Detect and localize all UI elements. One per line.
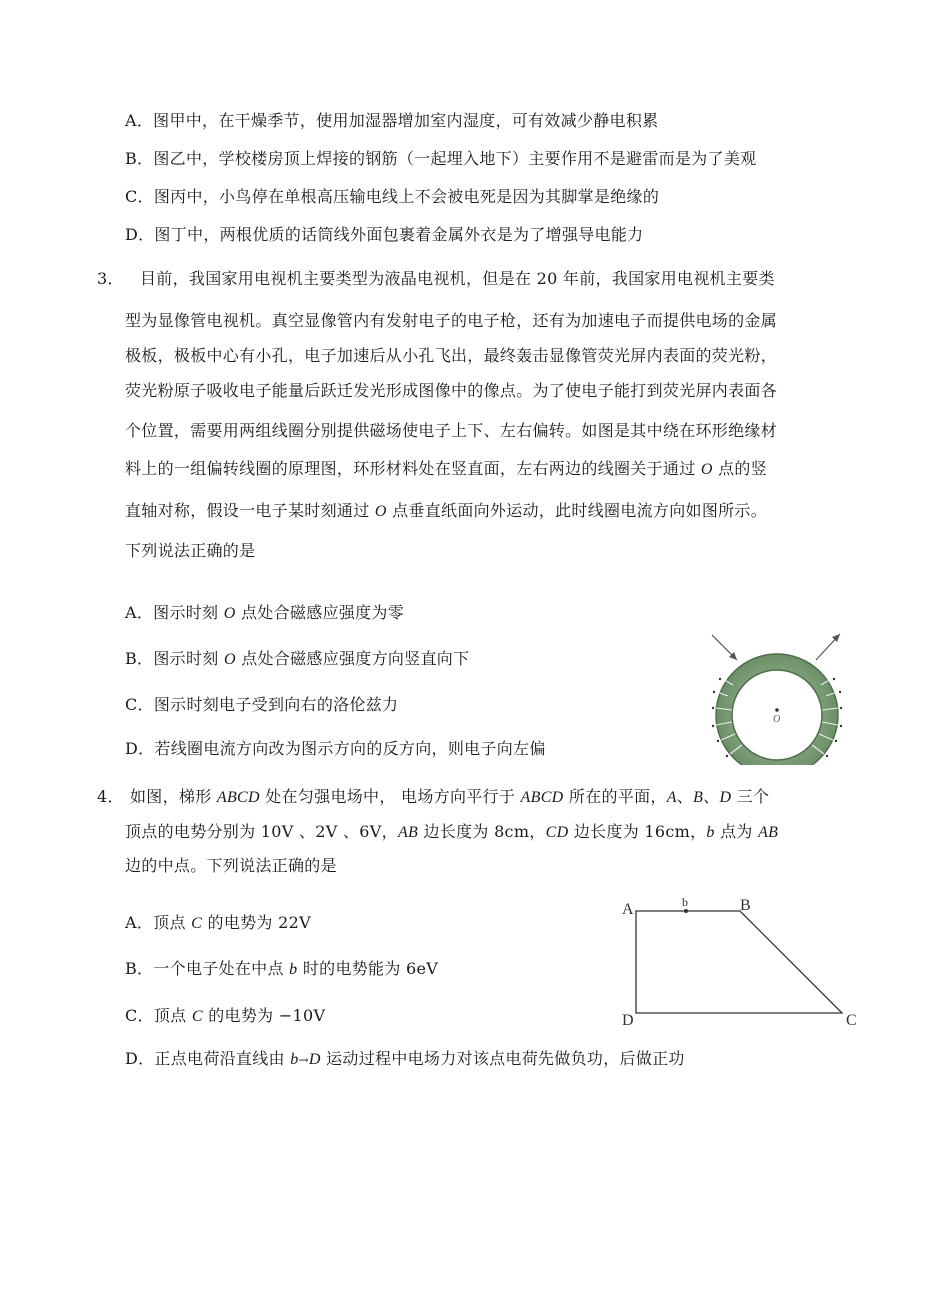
q3-stem-line-8: 下列说法正确的是: [125, 541, 256, 560]
q3-option-c: C．图示时刻电子受到向右的洛伦兹力: [125, 695, 399, 714]
q2-option-b: B．图乙中，学校楼房顶上焊接的钢筋（一起埋入地下）主要作用不是避雷而是为了美观: [125, 149, 757, 168]
q4-option-d: D．正点电荷沿直线由 b→D 运动过程中电场力对该点电荷先做负功，后做正功: [125, 1049, 685, 1068]
q3-number: 3．: [97, 269, 124, 288]
q3-option-d: D．若线圈电流方向改为图示方向的反方向，则电子向左偏: [125, 739, 546, 758]
q3-option-b: B．图示时刻 O 点处合磁感应强度方向竖直向下: [125, 649, 470, 668]
q4-stem-line-2: 顶点的电势分别为 10V 、2V 、6V，AB 边长度为 8cm，CD 边长度为 16cm，b 点为 AB: [125, 822, 779, 841]
trapezoid-abcd: [636, 911, 842, 1013]
q3-stem-line: 个位置，需要用两组线圈分别提供磁场使电子上下、左右偏转。如图是其中绕在环形绝缘材: [125, 421, 778, 440]
q2-option-a: A．图甲中，在干燥季节，使用加湿器增加室内湿度，可有效减少静电积累: [125, 111, 659, 130]
q3-stem-line-7: 直轴对称，假设一电子某时刻通过 O 点垂直纸面向外运动，此时线圈电流方向如图所示。: [125, 501, 768, 520]
q3-stem-line: 荧光粉原子吸收电子能量后跃迁发光形成图像中的像点。为了使电子能打到荧光屏内表面各: [125, 381, 778, 400]
point-o: O: [374, 503, 387, 520]
q2-option-c: C．图丙中，小鸟停在单根高压输电线上不会被电死是因为其脚掌是绝缘的: [125, 187, 660, 206]
q4-number: 4．: [97, 787, 124, 806]
midpoint-b: [684, 909, 688, 913]
q3-stem-line: 极板，极板中心有小孔，电子加速后从小孔飞出，最终轰击显像管荧光屏内表面的荧光粉，: [125, 346, 778, 365]
q3-option-a: A．图示时刻 O 点处合磁感应强度为零: [125, 603, 404, 622]
q4-option-c: C．顶点 C 的电势为 −10V: [125, 1006, 326, 1025]
center-label-o: O: [773, 714, 781, 725]
q4-option-b: B．一个电子处在中点 b 时的电势能为 6eV: [125, 959, 439, 978]
point-o: O: [700, 461, 713, 478]
q4-stem-line-3: 边的中点。下列说法正确的是: [125, 856, 337, 875]
label-c: C: [846, 1012, 857, 1029]
q3-stem-line: 目前，我国家用电视机主要类型为液晶电视机，但是在 20 年前，我国家用电视机主要类: [140, 269, 775, 288]
q4-trapezoid-figure: [618, 893, 863, 1033]
q3-stem-line-6: 料上的一组偏转线圈的原理图，环形材料处在竖直面，左右两边的线圈关于通过 O 点的竖: [125, 459, 768, 478]
q4-option-a: A．顶点 C 的电势为 22V: [125, 913, 311, 932]
q3-stem-line: 型为显像管电视机。真空显像管内有发射电子的电子枪，还有为加速电子而提供电场的金属: [125, 311, 778, 330]
q3-coil-figure: [700, 630, 850, 765]
label-d: D: [622, 1012, 634, 1029]
label-b: B: [740, 897, 751, 914]
q4-stem-line-1: 如图，梯形 ABCD 处在匀强电场中， 电场方向平行于 ABCD 所在的平面，A、B、D 三个: [130, 787, 770, 806]
label-b-midpoint: b: [682, 895, 688, 909]
label-a: A: [622, 901, 634, 918]
center-point-o: [775, 708, 779, 712]
q2-option-d: D．图丁中，两根优质的话筒线外面包裹着金属外衣是为了增强导电能力: [125, 225, 644, 244]
